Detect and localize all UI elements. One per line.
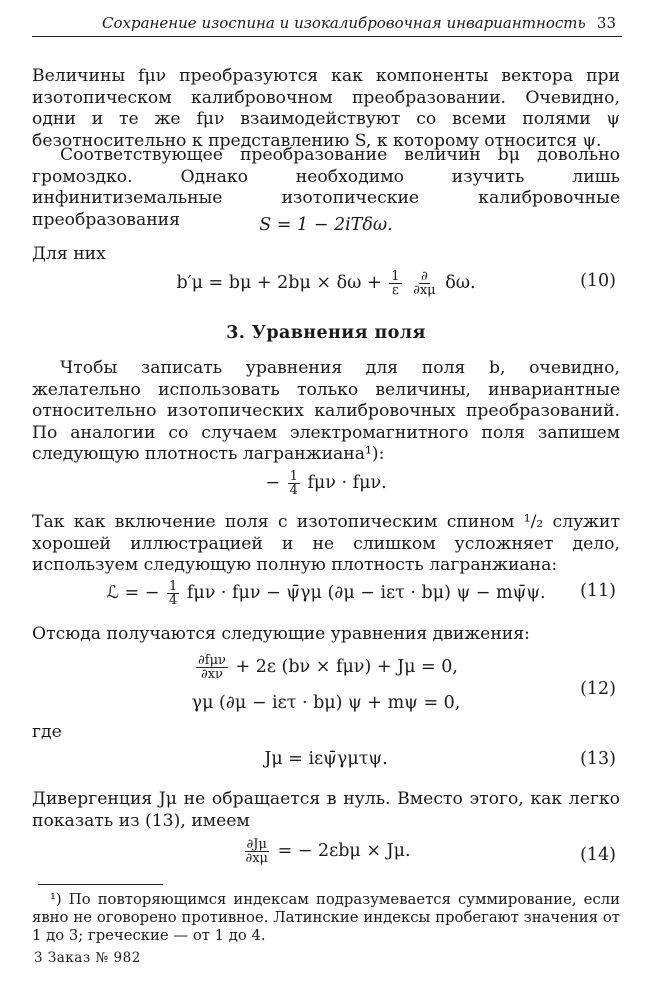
running-header — [32, 14, 622, 37]
paragraph-7 — [32, 722, 620, 744]
equation-body: fμν · fμν. — [307, 473, 387, 493]
running-title: Сохранение изоспина и изокалибровочная инвариантность — [102, 14, 586, 32]
denominator: ∂xμ — [413, 283, 436, 298]
section-title: 3. Уравнения поля — [226, 323, 426, 343]
paragraph-text: Соответствующее преобразование величин bμ довольно громоздко. Однако необходимо изучить лишь инфинитиземальные изотопические калибровочные преобразования — [32, 145, 620, 230]
numerator: ∂ — [420, 269, 428, 284]
equation-11 — [32, 580, 620, 607]
equation-body: γμ (∂μ − iετ · bμ) ψ + mψ = 0, — [191, 693, 461, 713]
equation-number: (14) — [580, 845, 616, 865]
denominator: 4 — [289, 483, 298, 498]
equation-12b — [32, 692, 620, 714]
fraction — [288, 470, 300, 497]
equation-s-transform — [32, 214, 620, 236]
numerator: ∂Jμ — [246, 837, 267, 852]
equation-14 — [32, 838, 620, 865]
fraction — [196, 654, 228, 681]
equation-12a — [32, 654, 620, 681]
paragraph-3 — [32, 244, 620, 266]
fraction — [411, 270, 438, 297]
numerator: 1 — [289, 469, 298, 484]
paragraph-8 — [32, 789, 620, 832]
paragraph-text: где — [32, 722, 62, 742]
equation-body: Jμ = iεψ̄γμτψ. — [264, 749, 388, 769]
paragraph-text: Величины fμν преобразуются как компоненты вектора при изотопическом калибровочном преобразовании. Очевидно, одни и те же fμν взаимодействуют со всеми полями ψ безотносительно к представлению S, к которому относится ψ. — [32, 66, 620, 151]
equation-body: fμν · fμν − ψ̄γμ (∂μ − iετ · bμ) ψ − mψ̄ψ. — [186, 583, 546, 603]
equation-body: + 2ε (bν × fμν) + Jμ = 0, — [235, 657, 458, 677]
paragraph-4 — [32, 358, 620, 466]
equation-head: ℒ = − — [106, 583, 160, 603]
equation-lagrangian-field — [32, 470, 620, 497]
equation-number: (11) — [580, 581, 616, 601]
page — [32, 14, 622, 37]
equation-text: S = 1 − 2iTδω. — [259, 215, 393, 235]
paragraph-text: Для них — [32, 244, 106, 264]
paragraph-text: Чтобы записать уравнения для поля b, очевидно, желательно использовать только величины, инвариантные относительно изотопических калибровочных преобразований. По аналогии со случаем электромагнитного поля запишем следующую плотность лагранжиана¹): — [32, 358, 620, 464]
equation-tail: δω. — [445, 273, 476, 293]
printer-signature: 3 Заказ № 982 — [34, 950, 141, 966]
fraction — [167, 580, 179, 607]
equation-10 — [32, 270, 620, 297]
equation-13 — [32, 748, 620, 770]
paragraph-6 — [32, 624, 620, 646]
denominator: ε — [392, 283, 399, 298]
paragraph-5 — [32, 512, 620, 577]
fraction — [243, 838, 270, 865]
fraction — [389, 270, 401, 297]
minus-sign: − — [265, 473, 280, 493]
paragraph-text: Отсюда получаются следующие уравнения движения: — [32, 624, 530, 644]
numerator: ∂fμν — [198, 653, 226, 668]
denominator: 4 — [169, 593, 178, 608]
footnote-rule — [38, 884, 163, 885]
equation-number: (10) — [580, 271, 616, 291]
equation-body: b′μ = bμ + 2bμ × δω + — [176, 273, 388, 293]
paragraph-1 — [32, 66, 620, 152]
equation-number: (13) — [580, 749, 616, 769]
numerator: 1 — [391, 269, 400, 284]
paragraph-text: Так как включение поля с изотопическим спином ¹/₂ служит хорошей иллюстрацией и не слишком усложняет дело, используем следующую полную плотность лагранжиана: — [32, 512, 620, 575]
page-number: 33 — [596, 14, 616, 32]
equation-number: (12) — [580, 679, 616, 699]
denominator: ∂xν — [201, 667, 223, 682]
paragraph-text: Дивергенция Jμ не обращается в нуль. Вместо этого, как легко показать из (13), имеем — [32, 789, 620, 831]
equation-body: = − 2εbμ × Jμ. — [277, 841, 411, 861]
footnote-area — [32, 884, 620, 945]
footnote-text: ¹) По повторяющимся индексам подразумевается суммирование, если явно не оговорено противное. Латинские индексы пробегают значения от 1 до 3; греческие — от 1 до 4. — [32, 891, 620, 944]
denominator: ∂xμ — [245, 851, 268, 866]
numerator: 1 — [169, 579, 178, 594]
